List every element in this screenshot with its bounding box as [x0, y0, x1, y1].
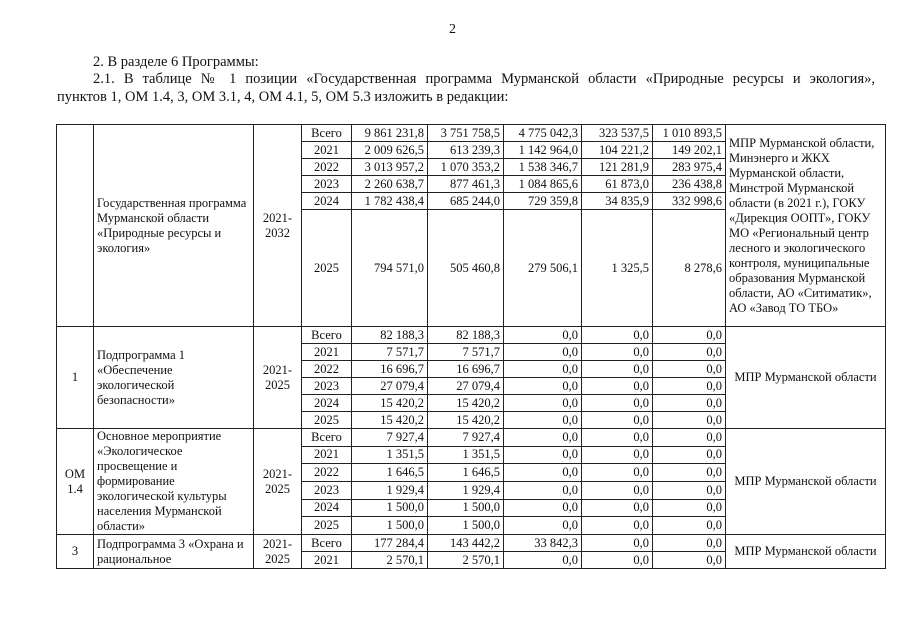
value-cell: 0,0 — [653, 378, 726, 395]
value-cell: 1 538 346,7 — [504, 159, 582, 176]
value-cell: 143 442,2 — [428, 535, 504, 552]
value-cell: 505 460,8 — [428, 210, 504, 327]
value-cell: 0,0 — [582, 378, 653, 395]
value-cell: 33 842,3 — [504, 535, 582, 552]
value-cell: 685 244,0 — [428, 193, 504, 210]
value-cell: 613 239,3 — [428, 142, 504, 159]
value-cell: 0,0 — [504, 378, 582, 395]
value-cell: 1 084 865,6 — [504, 176, 582, 193]
item-name-cell: Основное мероприятие «Экологическое просвещение и формирование экологической культуры населения Мурманской области» — [94, 429, 254, 535]
year-cell: 2021 — [302, 142, 352, 159]
year-cell: 2024 — [302, 499, 352, 517]
value-cell: 877 461,3 — [428, 176, 504, 193]
year-cell: 2025 — [302, 412, 352, 429]
value-cell: 0,0 — [504, 499, 582, 517]
value-cell: 0,0 — [653, 429, 726, 447]
value-cell: 1 325,5 — [582, 210, 653, 327]
value-cell: 794 571,0 — [352, 210, 428, 327]
value-cell: 16 696,7 — [428, 361, 504, 378]
value-cell: 1 500,0 — [428, 517, 504, 535]
value-cell: 1 500,0 — [352, 499, 428, 517]
value-cell: 729 359,8 — [504, 193, 582, 210]
value-cell: 121 281,9 — [582, 159, 653, 176]
value-cell: 1 142 964,0 — [504, 142, 582, 159]
value-cell: 7 927,4 — [428, 429, 504, 447]
year-cell: 2025 — [302, 210, 352, 327]
value-cell: 332 998,6 — [653, 193, 726, 210]
year-cell: 2021 — [302, 344, 352, 361]
value-cell: 0,0 — [582, 552, 653, 569]
value-cell: 279 506,1 — [504, 210, 582, 327]
year-cell: 2021 — [302, 552, 352, 569]
item-number-cell: 3 — [57, 535, 94, 569]
value-cell: 82 188,3 — [428, 327, 504, 344]
executors-cell: МПР Мурманской области, Минэнерго и ЖКХ Мурманской области, Минстрой Мурманской области (в 2021 г.), ГОКУ «Дирекция ООПТ», ГОКУ МО «Региональный центр лесного и экологического контроля, муниципальные образования Мурманской области, АО «Ситиматик», АО «Завод ТО ТБО» — [726, 125, 886, 327]
value-cell: 0,0 — [582, 327, 653, 344]
value-cell: 0,0 — [582, 395, 653, 412]
year-cell: 2023 — [302, 176, 352, 193]
value-cell: 0,0 — [653, 327, 726, 344]
period-cell: 2021-2025 — [254, 429, 302, 535]
value-cell: 0,0 — [504, 446, 582, 464]
value-cell: 0,0 — [653, 446, 726, 464]
year-cell: 2024 — [302, 395, 352, 412]
value-cell: 0,0 — [582, 517, 653, 535]
value-cell: 16 696,7 — [352, 361, 428, 378]
value-cell: 0,0 — [653, 481, 726, 499]
value-cell: 0,0 — [653, 361, 726, 378]
value-cell: 0,0 — [582, 344, 653, 361]
table-row — [57, 327, 886, 344]
value-cell: 0,0 — [582, 361, 653, 378]
value-cell: 7 571,7 — [428, 344, 504, 361]
page-number: 2 — [449, 22, 456, 37]
value-cell: 1 646,5 — [352, 464, 428, 482]
value-cell: 0,0 — [653, 499, 726, 517]
program-table — [56, 124, 886, 569]
value-cell: 15 420,2 — [428, 395, 504, 412]
value-cell: 1 646,5 — [428, 464, 504, 482]
value-cell: 0,0 — [504, 552, 582, 569]
value-cell: 3 013 957,2 — [352, 159, 428, 176]
executors-cell: МПР Мурманской области — [726, 429, 886, 535]
value-cell: 0,0 — [582, 481, 653, 499]
table-row — [57, 125, 886, 142]
value-cell: 1 351,5 — [428, 446, 504, 464]
value-cell: 2 009 626,5 — [352, 142, 428, 159]
value-cell: 0,0 — [653, 344, 726, 361]
value-cell: 15 420,2 — [352, 395, 428, 412]
value-cell: 0,0 — [504, 464, 582, 482]
value-cell: 323 537,5 — [582, 125, 653, 142]
year-cell: 2023 — [302, 481, 352, 499]
value-cell: 1 070 353,2 — [428, 159, 504, 176]
value-cell: 0,0 — [653, 535, 726, 552]
value-cell: 27 079,4 — [352, 378, 428, 395]
value-cell: 34 835,9 — [582, 193, 653, 210]
value-cell: 2 260 638,7 — [352, 176, 428, 193]
year-cell: 2025 — [302, 517, 352, 535]
value-cell: 0,0 — [504, 412, 582, 429]
year-cell: 2022 — [302, 159, 352, 176]
year-cell: 2021 — [302, 446, 352, 464]
value-cell: 0,0 — [504, 361, 582, 378]
value-cell: 0,0 — [582, 535, 653, 552]
value-cell: 7 571,7 — [352, 344, 428, 361]
year-cell: Всего — [302, 125, 352, 142]
value-cell: 3 751 758,5 — [428, 125, 504, 142]
value-cell: 283 975,4 — [653, 159, 726, 176]
value-cell: 104 221,2 — [582, 142, 653, 159]
value-cell: 1 929,4 — [428, 481, 504, 499]
value-cell: 0,0 — [582, 464, 653, 482]
year-cell: Всего — [302, 535, 352, 552]
year-cell: 2023 — [302, 378, 352, 395]
value-cell: 2 570,1 — [352, 552, 428, 569]
item-name-cell: Подпрограмма 3 «Охрана и рациональное — [94, 535, 254, 569]
value-cell: 0,0 — [653, 517, 726, 535]
value-cell: 7 927,4 — [352, 429, 428, 447]
value-cell: 15 420,2 — [352, 412, 428, 429]
value-cell: 0,0 — [582, 429, 653, 447]
value-cell: 61 873,0 — [582, 176, 653, 193]
value-cell: 1 010 893,5 — [653, 125, 726, 142]
year-cell: 2024 — [302, 193, 352, 210]
value-cell: 236 438,8 — [653, 176, 726, 193]
intro-line-2: пунктов 1, ОМ 1.4, 3, ОМ 3.1, 4, ОМ 4.1, 5, ОМ 5.3 изложить в редакции: — [57, 89, 509, 105]
item-number-cell: ОМ 1.4 — [57, 429, 94, 535]
period-cell: 2021-2025 — [254, 535, 302, 569]
value-cell: 4 775 042,3 — [504, 125, 582, 142]
value-cell: 0,0 — [504, 429, 582, 447]
value-cell: 2 570,1 — [428, 552, 504, 569]
value-cell: 0,0 — [504, 344, 582, 361]
value-cell: 0,0 — [653, 395, 726, 412]
period-cell: 2021-2025 — [254, 327, 302, 429]
value-cell: 1 782 438,4 — [352, 193, 428, 210]
table-row — [57, 429, 886, 447]
year-cell: Всего — [302, 429, 352, 447]
value-cell: 0,0 — [653, 412, 726, 429]
value-cell: 177 284,4 — [352, 535, 428, 552]
value-cell: 0,0 — [582, 499, 653, 517]
executors-cell: МПР Мурманской области — [726, 327, 886, 429]
value-cell: 0,0 — [504, 517, 582, 535]
value-cell: 1 500,0 — [352, 517, 428, 535]
year-cell: 2022 — [302, 361, 352, 378]
value-cell: 149 202,1 — [653, 142, 726, 159]
table-row — [57, 535, 886, 552]
intro-line-1: 2.1. В таблице № 1 позиции «Государственная программа Мурманской области «Природные ресурсы и экология», — [93, 71, 875, 87]
value-cell: 0,0 — [653, 552, 726, 569]
value-cell: 9 861 231,8 — [352, 125, 428, 142]
value-cell: 0,0 — [582, 412, 653, 429]
value-cell: 1 500,0 — [428, 499, 504, 517]
section-heading: 2. В разделе 6 Программы: — [93, 54, 259, 70]
executors-cell: МПР Мурманской области — [726, 535, 886, 569]
year-cell: Всего — [302, 327, 352, 344]
period-cell: 2021-2032 — [254, 125, 302, 327]
value-cell: 0,0 — [504, 327, 582, 344]
value-cell: 8 278,6 — [653, 210, 726, 327]
item-name-cell: Подпрограмма 1 «Обеспечение экологической безопасности» — [94, 327, 254, 429]
year-cell: 2022 — [302, 464, 352, 482]
item-number-cell — [57, 125, 94, 327]
value-cell: 0,0 — [504, 395, 582, 412]
value-cell: 0,0 — [653, 464, 726, 482]
value-cell: 0,0 — [504, 481, 582, 499]
value-cell: 15 420,2 — [428, 412, 504, 429]
value-cell: 1 929,4 — [352, 481, 428, 499]
value-cell: 0,0 — [582, 446, 653, 464]
value-cell: 1 351,5 — [352, 446, 428, 464]
value-cell: 27 079,4 — [428, 378, 504, 395]
table-body — [57, 125, 886, 569]
value-cell: 82 188,3 — [352, 327, 428, 344]
item-number-cell: 1 — [57, 327, 94, 429]
item-name-cell: Государственная программа Мурманской области «Природные ресурсы и экология» — [94, 125, 254, 327]
